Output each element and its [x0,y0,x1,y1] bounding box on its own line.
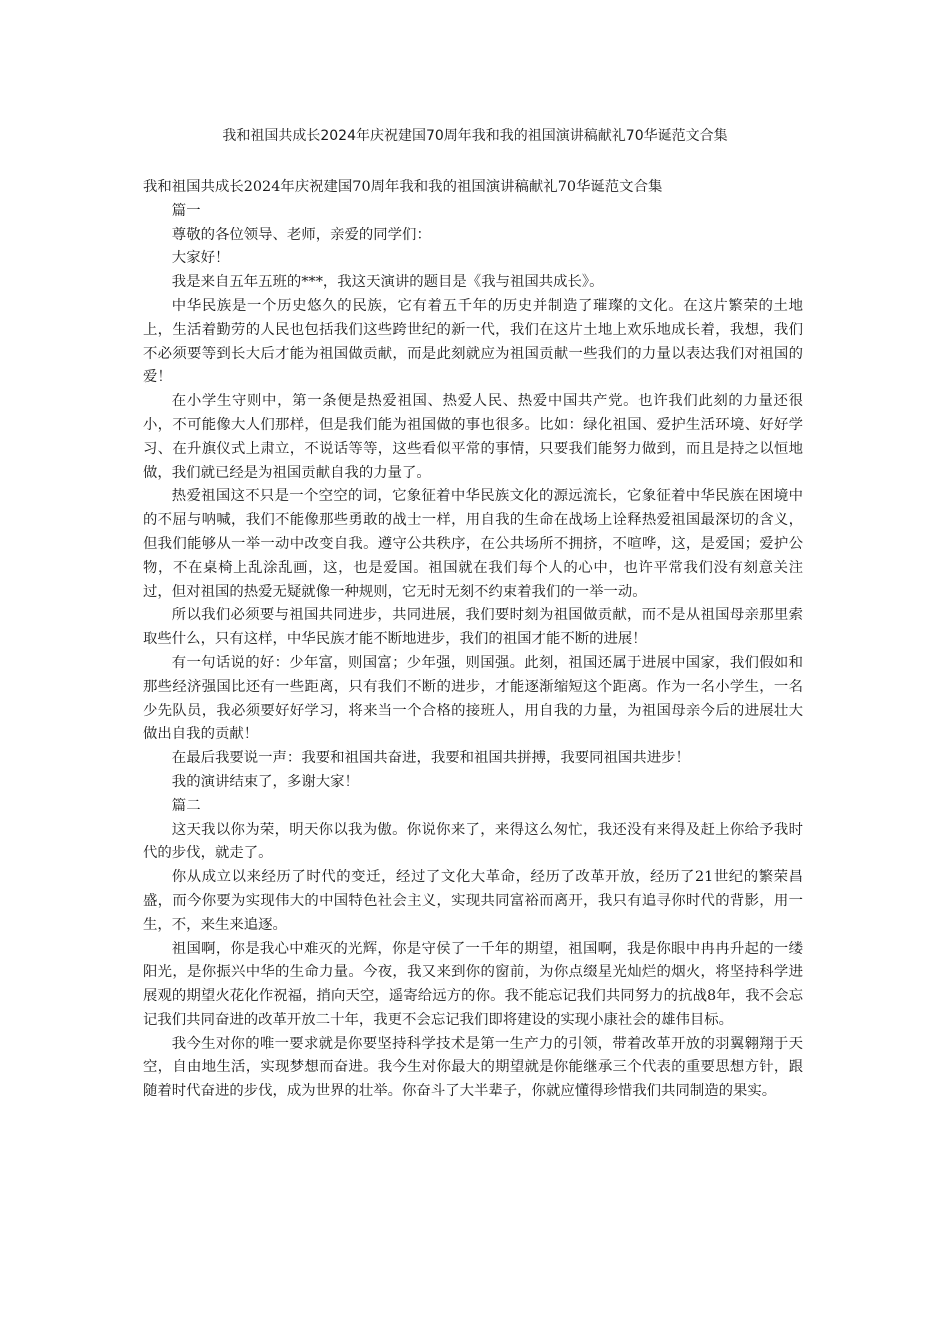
paragraph: 我的演讲结束了，多谢大家！ [171,773,359,790]
paragraph: 祖国啊，你是我心中难灭的光辉，你是守侯了一千年的期望，祖国啊，我是你眼中冉冉升起的一缕阳光，是你振兴中华的生命力量。今夜，我又来到你的窗前，为你点缀星光灿烂的烟火，将坚持科学进展观的期望火花化作祝福，捎向天空，遥寄给远方的你。我不能忘记我们共同努力的抗战8年，我不会忘记我们共同奋进的改革开放二十年，我更不会忘记我们即将建设的实现小康社会的雄伟目标。 [143,940,803,1028]
paragraph: 你从成立以来经历了时代的变迁，经过了文化大革命，经历了改革开放，经历了21世纪的繁荣昌盛，而今你要为实现伟大的中国特色社会主义，实现共同富裕而离开，我只有追寻你时代的背影，用一生，不，来生来追逐。 [143,869,803,933]
paragraph: 大家好！ [171,250,230,267]
paragraph: 我今生对你的唯一要求就是你要坚持科学技术是第一生产力的引领，带着改革开放的羽翼翱翔于天空，自由地生活，实现梦想而奋进。我今生对你最大的期望就是你能继承三个代表的重要思想方针，跟随着时代奋进的步伐，成为世界的壮举。你奋斗了大半辈子，你就应懂得珍惜我们共同制造的果实。 [143,1035,803,1100]
section-heading-2: 篇二 [171,797,201,814]
paragraph: 这天我以你为荣，明天你以我为傲。你说你来了，来得这么匆忙，我还没有来得及赶上你给予我时代的步伐，就走了。 [143,821,803,862]
document-title: 我和祖国共成长2024年庆祝建国70周年我和我的祖国演讲稿献礼70华诞范文合集 [222,128,728,144]
paragraph: 所以我们必须要与祖国共同进步，共同进展，我们要时刻为祖国做贡献，而不是从祖国母亲那里索取些什么，只有这样，中华民族才能不断地进步，我们的祖国才能不断的进展！ [143,607,803,648]
section-heading-1: 篇一 [171,202,201,219]
paragraph: 在小学生守则中，第一条便是热爱祖国、热爱人民、热爱中国共产党。也许我们此刻的力量还很小，不可能像大人们那样，但是我们能为祖国做的事也很多。比如：绿化祖国、爱护生活环境、好好学习、在升旗仪式上肃立，不说话等等，这些看似平常的事情，只要我们能努力做到，而且是持之以恒地做，我们就已经是为祖国贡献自我的力量了。 [143,393,803,481]
paragraph: 热爱祖国这不只是一个空空的词，它象征着中华民族文化的源远流长，它象征着中华民族在困境中的不屈与呐喊，我们不能像那些勇敢的战士一样，用自我的生命在战场上诠释热爱祖国最深切的含义，但我们能够从一举一动中改变自我。遵守公共秩序，在公共场所不拥挤，不喧哗，这，是爱国；爱护公物，不在桌椅上乱涂乱画，这，也是爱国。祖国就在我们每个人的心中，也许平常我们没有刻意关注过，但对祖国的热爱无疑就像一种规则，它无时无刻不约束着我们的一举一动。 [143,488,803,600]
paragraph: 在最后我要说一声：我要和祖国共奋进，我要和祖国共拼搏，我要同祖国共进步！ [171,750,690,767]
paragraph: 中华民族是一个历史悠久的民族，它有着五千年的历史并制造了璀璨的文化。在这片繁荣的土地上，生活着勤劳的人民也包括我们这些跨世纪的新一代，我们在这片土地上欢乐地成长着，我想，我们不必须要等到长大后才能为祖国做贡献，而是此刻就应为祖国贡献一些我们的力量以表达我们对祖国的爱！ [143,297,803,386]
document-body [143,176,803,1104]
paragraph: 我是来自五年五班的***，我这天演讲的题目是《我与祖国共成长》。 [171,274,604,291]
paragraph: 有一句话说的好：少年富，则国富；少年强，则国强。此刻，祖国还属于进展中国家，我们假如和那些经济强国比还有一些距离，只有我们不断的进步，才能逐渐缩短这个距离。作为一名小学生，一名少先队员，我必须要好好学习，将来当一个合格的接班人，用自我的力量，为祖国母亲今后的进展壮大做出自我的贡献！ [143,654,803,743]
paragraph: 尊敬的各位领导、老师，亲爱的同学们： [171,226,431,243]
document-subtitle: 我和祖国共成长2024年庆祝建国70周年我和我的祖国演讲稿献礼70华诞范文合集 [143,179,663,195]
